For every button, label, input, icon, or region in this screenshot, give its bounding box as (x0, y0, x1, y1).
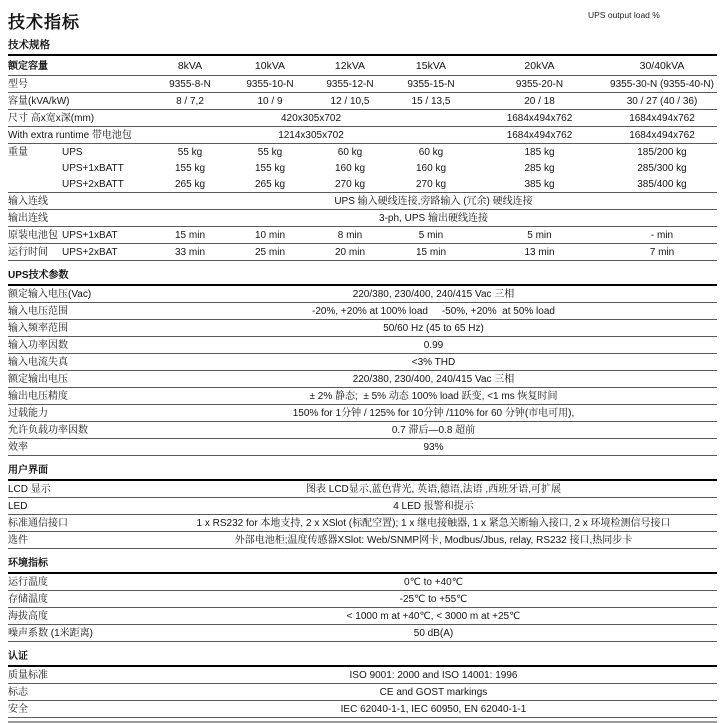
section-title: 用户界面 (8, 456, 717, 481)
spec-cell: 1684x494x762 (607, 127, 717, 144)
spec-row (8, 320, 717, 337)
section-row (8, 261, 717, 286)
spec-cell: 50 dB(A) (150, 625, 717, 642)
row-label: UPS+2xBATT (8, 176, 150, 193)
spec-row (8, 193, 717, 210)
row-label: 尺寸 高x宽x深(mm) (8, 110, 150, 127)
row-label: 输入功率因数 (8, 337, 150, 354)
spec-row (8, 439, 717, 456)
spec-cell: 3-ph, UPS 输出硬线连接 (150, 210, 717, 227)
spec-cell: CE and GOST markings (150, 684, 717, 701)
spec-row (8, 405, 717, 422)
row-label: 标准通信接口 (8, 515, 150, 532)
spec-row (8, 515, 717, 532)
spec-row (8, 666, 717, 684)
spec-row (8, 144, 717, 161)
spec-cell: 420x305x702 (150, 110, 472, 127)
spec-row (8, 110, 717, 127)
spec-cell: 5 min (390, 227, 472, 244)
spec-row (8, 422, 717, 439)
spec-table (8, 57, 717, 718)
spec-cell: 270 kg (390, 176, 472, 193)
spec-row (8, 625, 717, 642)
row-label: 海拔高度 (8, 608, 150, 625)
spec-row (8, 127, 717, 144)
section-row (8, 456, 717, 481)
row-label: 存储温度 (8, 591, 150, 608)
spec-cell: 10 / 9 (230, 93, 310, 110)
spec-cell: 220/380, 230/400, 240/415 Vac 三相 (150, 371, 717, 388)
row-label: 输入频率范围 (8, 320, 150, 337)
spec-cell: 8kVA (150, 57, 230, 76)
row-label: 标志 (8, 684, 150, 701)
spec-cell: 160 kg (334, 162, 366, 174)
row-label: 质量标准 (8, 666, 150, 684)
row-label: 过载能力 (8, 405, 150, 422)
spec-cell: 385/400 kg (607, 176, 717, 193)
spec-cell: 13 min (472, 244, 607, 261)
spec-row (8, 608, 717, 625)
spec-cell: 50/60 Hz (45 to 65 Hz) (150, 320, 717, 337)
spec-cell: 155 kg (254, 162, 286, 174)
spec-cell: 25 min (230, 244, 310, 261)
spec-row (8, 93, 717, 110)
spec-row (8, 303, 717, 320)
spec-cell: 4 LED 报警和提示 (150, 498, 717, 515)
spec-cell: 图表 LCD显示,蓝色背光, 英语,德语,法语 ,西班牙语,可扩展 (150, 480, 717, 498)
spec-cell: ISO 9001: 2000 and ISO 14001: 1996 (150, 666, 717, 684)
spec-cell: 0℃ to +40℃ (150, 573, 717, 591)
row-label: 输入电流失真 (8, 354, 150, 371)
row-label: 选件 (8, 532, 150, 549)
spec-row (8, 160, 717, 176)
row-label: 安全 (8, 701, 150, 718)
spec-cell: 15 min (150, 227, 230, 244)
spec-cell: 220/380, 230/400, 240/415 Vac 三相 (150, 285, 717, 303)
row-label: 噪声系数 (1米距离) (8, 625, 150, 642)
spec-cell: 9355-15-N (390, 76, 472, 93)
spec-row (8, 354, 717, 371)
spec-cell: 9355-30-N (9355-40-N) (607, 76, 717, 93)
row-label: 重量 UPS (8, 146, 83, 158)
spec-cell: 1214x305x702 (150, 127, 472, 144)
spec-row (8, 371, 717, 388)
section-title-tech-specs: 技术规格 (8, 37, 717, 56)
spec-cell: 93% (150, 439, 717, 456)
spec-row (8, 701, 717, 718)
spec-row (8, 498, 717, 515)
row-label: 允许负载功率因数 (8, 422, 150, 439)
spec-cell: 15 / 13,5 (390, 93, 472, 110)
spec-cell: 55 kg (257, 146, 283, 158)
spec-cell: 270 kg (310, 176, 390, 193)
row-label: LCD 显示 (8, 480, 150, 498)
spec-cell: 0.99 (150, 337, 717, 354)
spec-cell: IEC 62040-1-1, IEC 60950, EN 62040-1-1 (150, 701, 717, 718)
spec-row (8, 285, 717, 303)
spec-cell: <3% THD (150, 354, 717, 371)
section-row (8, 549, 717, 574)
spec-cell: 285/300 kg (637, 162, 687, 174)
row-label: 型号 (8, 76, 150, 93)
spec-cell: 60 kg (418, 146, 444, 158)
section-row (8, 642, 717, 667)
spec-cell: -20%, +20% at 100% load -50%, +20% at 50% load (150, 303, 717, 320)
section-title: UPS技术参数 (8, 261, 717, 286)
spec-cell: 265 kg (150, 176, 230, 193)
row-label: 输出连线 (8, 210, 150, 227)
spec-cell: 30/40kVA (607, 57, 717, 76)
section-title: 认证 (8, 642, 717, 667)
spec-cell: 1 x RS232 for 本地支持, 2 x XSlot (标配空置); 1 x 继电接触器, 1 x 紧急关断输入接口, 2 x 环境检测信号接口 (150, 515, 717, 532)
spec-row (8, 573, 717, 591)
spec-cell: 55 kg (177, 146, 203, 158)
spec-cell: 12 / 10,5 (310, 93, 390, 110)
spec-cell: 9355-12-N (310, 76, 390, 93)
row-label: 输入电压范围 (8, 303, 150, 320)
spec-cell: 160 kg (415, 162, 447, 174)
page-title: 技术指标 (8, 13, 80, 32)
corner-note: UPS output load % (588, 10, 660, 20)
spec-cell: 9355-8-N (150, 76, 230, 93)
spec-cell: 285 kg (524, 162, 555, 174)
spec-row (8, 76, 717, 93)
row-label: 效率 (8, 439, 150, 456)
row-label: 额定输出电压 (8, 371, 150, 388)
spec-cell: 12kVA (310, 57, 390, 76)
spec-cell: 150% for 1分钟 / 125% for 10分钟 /110% for 60 分钟(市电可用), (150, 405, 717, 422)
spec-cell: 1684x494x762 (472, 127, 607, 144)
spec-row (8, 337, 717, 354)
spec-row (8, 388, 717, 405)
spec-cell: - min (607, 227, 717, 244)
spec-cell: 20 min (310, 244, 390, 261)
row-label: 额定容量 (8, 57, 150, 76)
spec-row (8, 57, 717, 76)
row-label: 运行温度 (8, 573, 150, 591)
spec-cell: 0.7 滞后—0.8 超前 (150, 422, 717, 439)
spec-cell: 7 min (607, 244, 717, 261)
spec-row (8, 591, 717, 608)
spec-cell: 外部电池柜;温度传感器XSlot: Web/SNMP网卡, Modbus/Jbus, relay, RS232 接口,热同步卡 (150, 532, 717, 549)
spec-row (8, 227, 717, 244)
spec-table-body (8, 57, 717, 718)
spec-cell: 385 kg (472, 176, 607, 193)
spec-cell: 1684x494x762 (607, 110, 717, 127)
spec-cell: 60 kg (337, 146, 363, 158)
spec-cell: 5 min (472, 227, 607, 244)
spec-cell: 8 / 7,2 (150, 93, 230, 110)
spec-cell: 185 kg (524, 146, 555, 158)
row-label: 原装电池包 UPS+1xBAT (8, 227, 150, 244)
row-label: 容量(kVA/kW) (8, 93, 150, 110)
row-label: 输入连线 (8, 193, 150, 210)
spec-row (8, 480, 717, 498)
spec-cell: 20 / 18 (472, 93, 607, 110)
spec-cell: 10kVA (230, 57, 310, 76)
spec-row (8, 244, 717, 261)
row-label: UPS+1xBATT (62, 162, 124, 174)
spec-row (8, 176, 717, 193)
spec-row (8, 532, 717, 549)
spec-cell: -25℃ to +55℃ (150, 591, 717, 608)
spec-cell: UPS 输入硬线连接,旁路输入 (冗余) 硬线连接 (150, 193, 717, 210)
row-label: 额定输入电压(Vac) (8, 285, 150, 303)
row-label: 运行时间 UPS+2xBAT (8, 244, 150, 261)
spec-cell: 1684x494x762 (472, 110, 607, 127)
spec-cell: 15kVA (390, 57, 472, 76)
spec-cell: < 1000 m at +40℃, < 3000 m at +25℃ (150, 608, 717, 625)
spec-cell: 265 kg (230, 176, 310, 193)
spec-cell: 20kVA (472, 57, 607, 76)
spec-cell: 9355-20-N (472, 76, 607, 93)
spec-cell: 33 min (150, 244, 230, 261)
spec-cell: 10 min (230, 227, 310, 244)
spec-cell: ± 2% 静态; ± 5% 动态 100% load 跃变, <1 ms 恢复时间 (150, 388, 717, 405)
spec-row (8, 210, 717, 227)
spec-row (8, 684, 717, 701)
spec-cell: 15 min (390, 244, 472, 261)
spec-cell: 8 min (310, 227, 390, 244)
spec-cell: 155 kg (174, 162, 206, 174)
row-label: With extra runtime 带电池包 (8, 127, 150, 144)
spec-cell: 30 / 27 (40 / 36) (607, 93, 717, 110)
row-label: 输出电压精度 (8, 388, 150, 405)
section-title: 环境指标 (8, 549, 717, 574)
row-label: LED (8, 498, 150, 515)
spec-cell: 185/200 kg (637, 146, 687, 158)
spec-cell: 9355-10-N (230, 76, 310, 93)
